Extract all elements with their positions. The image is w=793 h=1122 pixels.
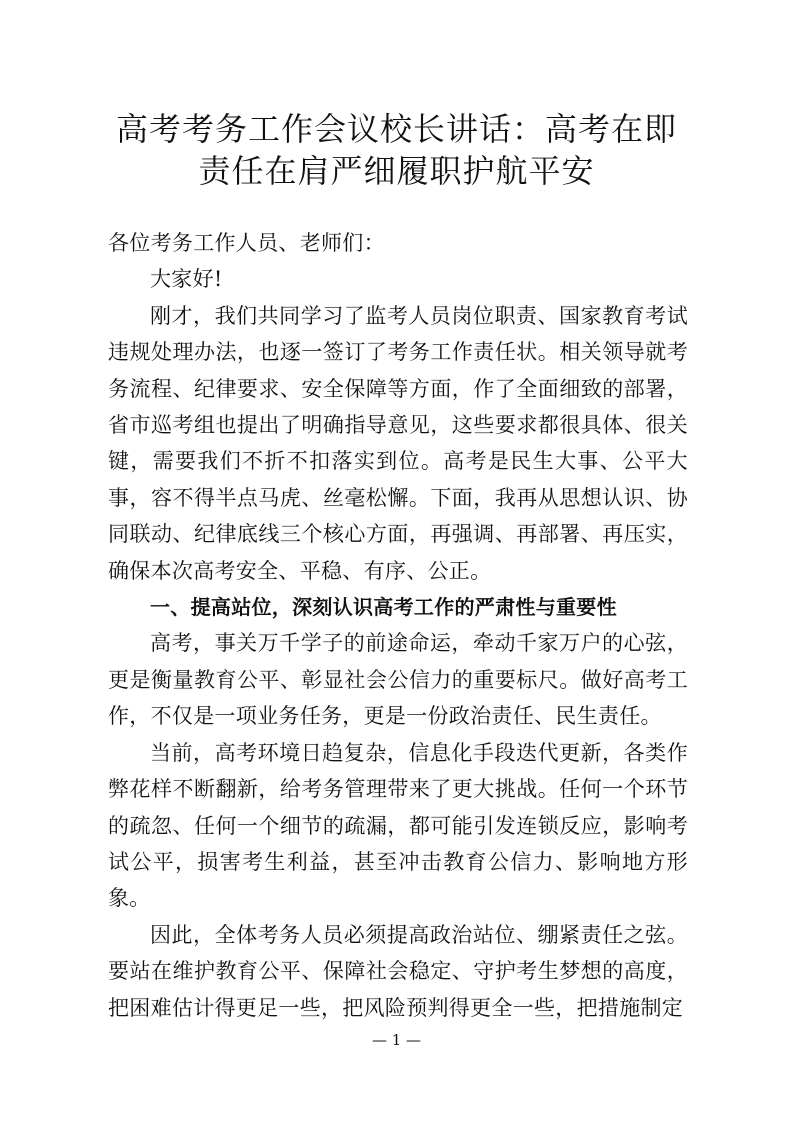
document-body bbox=[108, 225, 688, 1026]
salutation: 各位考务工作人员、老师们： bbox=[108, 231, 385, 255]
document-title: 高考考务工作会议校长讲话：高考在即责任在肩严细履职护航平安 bbox=[115, 110, 677, 190]
paragraph-3: 当前，高考环境日趋复杂，信息化手段迭代更新，各类作弊花样不断翻新，给考务管理带来了更大挑战。任何一个环节的疏忽、任何一个细节的疏漏，都可能引发连锁反应，影响考试公平，损害考生利益，甚至冲击教育公信力、影响地方形象。 bbox=[108, 740, 688, 911]
paragraph-2: 高考，事关万千学子的前途命运，牵动千家万户的心弦，更是衡量教育公平、彰显社会公信力的重要标尺。做好高考工作，不仅是一项业务任务，更是一份政治责任、民生责任。 bbox=[108, 631, 688, 729]
paragraph-1: 刚才，我们共同学习了监考人员岗位职责、国家教育考试违规处理办法，也逐一签订了考务工作责任状。相关领导就考务流程、纪律要求、安全保障等方面，作了全面细致的部署，省市巡考组也提出了明确指导意见，这些要求都很具体、很关键，需要我们不折不扣落实到位。高考是民生大事、公平大事，容不得半点马虎、丝毫松懈。下面，我再从思想认识、协同联动、纪律底线三个核心方面，再强调、再部署、再压实，确保本次高考安全、平稳、有序、公正。 bbox=[108, 303, 688, 583]
section-heading-1: 一、提高站位，深刻认识高考工作的严肃性与重要性 bbox=[150, 595, 617, 620]
greeting: 大家好! bbox=[150, 267, 223, 292]
paragraph-4: 因此，全体考务人员必须提高政治站位、绷紧责任之弦。要站在维护教育公平、保障社会稳定、守护考生梦想的高度，把困难估计得更足一些，把风险预判得更全一些，把措施制定 bbox=[108, 922, 688, 1020]
page-number: — 1 — bbox=[371, 1031, 422, 1049]
